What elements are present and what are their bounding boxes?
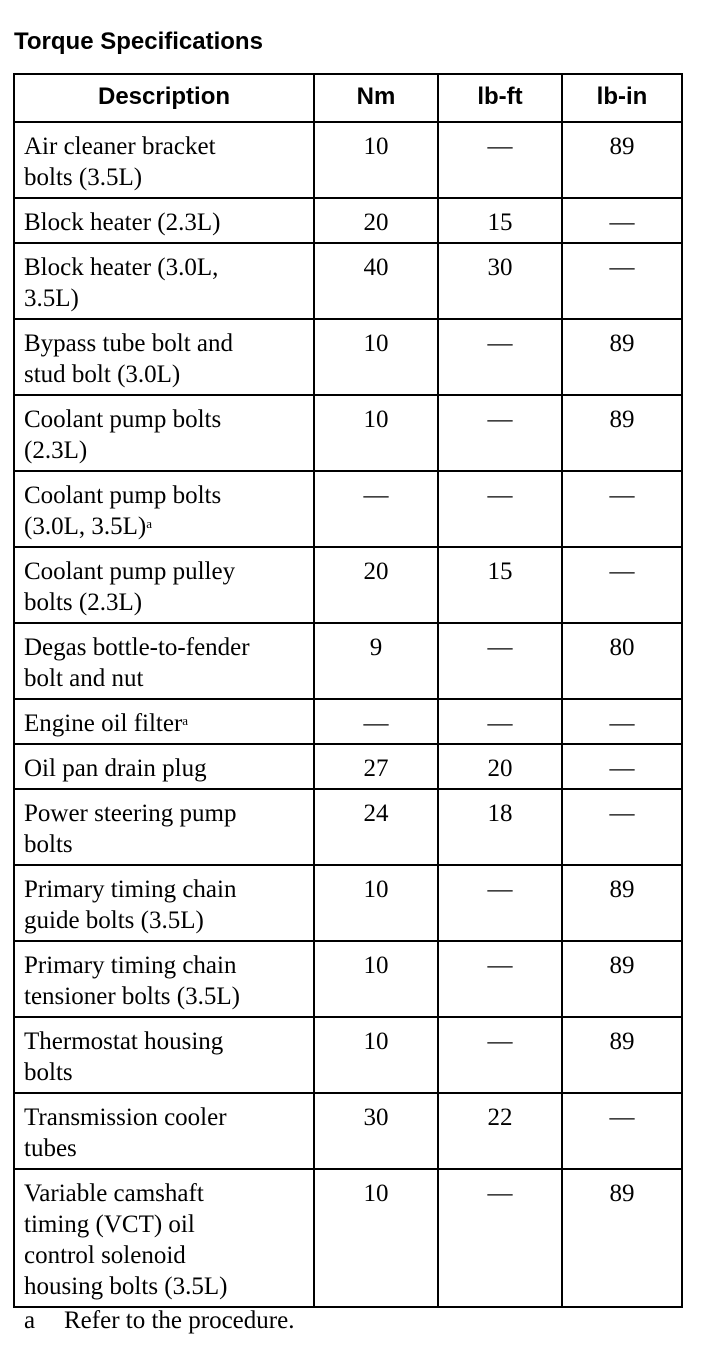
cell-nm: 10 — [314, 1169, 438, 1307]
description-line: Primary timing chain — [24, 876, 237, 903]
description-line: Oil pan drain plug — [24, 755, 207, 782]
cell-lb-in: — — [562, 198, 682, 243]
cell-nm: — — [314, 699, 438, 744]
cell-lb-in: — — [562, 243, 682, 319]
description-line: housing bolts (3.5L) — [24, 1273, 228, 1300]
cell-lb-in: — — [562, 789, 682, 865]
description-line: control solenoid — [24, 1242, 186, 1269]
torque-spec-table — [13, 73, 683, 1308]
cell-nm: 24 — [314, 789, 438, 865]
description-line: Primary timing chain — [24, 952, 237, 979]
cell-description — [14, 699, 314, 744]
table-row — [14, 1093, 682, 1169]
description-line: Air cleaner bracket — [24, 133, 216, 160]
cell-lb-ft: — — [438, 865, 562, 941]
cell-lb-ft: — — [438, 1017, 562, 1093]
header-description: Description — [14, 74, 314, 122]
cell-description — [14, 547, 314, 623]
cell-lb-in: — — [562, 547, 682, 623]
table-row — [14, 319, 682, 395]
cell-description — [14, 1093, 314, 1169]
table-row — [14, 789, 682, 865]
cell-description — [14, 941, 314, 1017]
table-header-row — [14, 74, 682, 122]
cell-description — [14, 865, 314, 941]
description-line: (3.0L, 3.5L) — [24, 513, 147, 540]
header-lb-in: lb-in — [562, 74, 682, 122]
cell-lb-ft: — — [438, 319, 562, 395]
description-line: tensioner bolts (3.5L) — [24, 983, 240, 1010]
cell-lb-in: 89 — [562, 941, 682, 1017]
cell-description — [14, 623, 314, 699]
page-title: Torque Specifications — [14, 28, 263, 55]
table-row — [14, 198, 682, 243]
cell-lb-ft: — — [438, 122, 562, 198]
cell-description — [14, 319, 314, 395]
cell-description — [14, 1017, 314, 1093]
cell-nm: 10 — [314, 941, 438, 1017]
cell-description — [14, 122, 314, 198]
cell-lb-in: 89 — [562, 395, 682, 471]
cell-description — [14, 471, 314, 547]
cell-lb-in: 89 — [562, 1169, 682, 1307]
description-line: Block heater (2.3L) — [24, 209, 221, 236]
cell-lb-ft: — — [438, 1169, 562, 1307]
table-row — [14, 699, 682, 744]
cell-lb-ft: — — [438, 623, 562, 699]
cell-nm: 10 — [314, 319, 438, 395]
description-line: Transmission cooler — [24, 1104, 227, 1131]
cell-nm: — — [314, 471, 438, 547]
description-line: bolts (2.3L) — [24, 589, 143, 616]
table-row — [14, 623, 682, 699]
cell-description — [14, 1169, 314, 1307]
description-line: Variable camshaft — [24, 1180, 204, 1207]
header-lb-ft: lb-ft — [438, 74, 562, 122]
cell-description — [14, 395, 314, 471]
cell-lb-ft: 15 — [438, 198, 562, 243]
description-line: Block heater (3.0L, — [24, 254, 219, 281]
cell-lb-in: — — [562, 744, 682, 789]
table-row — [14, 865, 682, 941]
table-row — [14, 1017, 682, 1093]
cell-nm: 10 — [314, 865, 438, 941]
cell-lb-in: — — [562, 471, 682, 547]
description-line: Engine oil filter — [24, 710, 183, 737]
cell-nm: 40 — [314, 243, 438, 319]
cell-description — [14, 198, 314, 243]
description-line: Thermostat housing — [24, 1028, 224, 1055]
description-line: bolts — [24, 831, 73, 858]
cell-lb-ft: 30 — [438, 243, 562, 319]
cell-lb-ft: — — [438, 941, 562, 1017]
cell-lb-ft: — — [438, 471, 562, 547]
cell-lb-ft: — — [438, 699, 562, 744]
description-line: Coolant pump bolts — [24, 406, 222, 433]
description-line: (2.3L) — [24, 437, 88, 464]
cell-lb-in: 89 — [562, 1017, 682, 1093]
table-row — [14, 547, 682, 623]
description-line: guide bolts (3.5L) — [24, 907, 204, 934]
cell-nm: 10 — [314, 1017, 438, 1093]
description-line: bolts (3.5L) — [24, 164, 143, 191]
description-line: Coolant pump pulley — [24, 558, 236, 585]
cell-lb-ft: 20 — [438, 744, 562, 789]
table-row — [14, 1169, 682, 1307]
table-row — [14, 941, 682, 1017]
description-line: 3.5L) — [24, 285, 79, 312]
cell-lb-ft: — — [438, 395, 562, 471]
cell-lb-ft: 22 — [438, 1093, 562, 1169]
description-line: bolts — [24, 1059, 73, 1086]
footnote-mark: a — [24, 1307, 36, 1334]
table-body — [14, 122, 682, 1307]
description-line: Degas bottle-to-fender — [24, 634, 250, 661]
cell-lb-in: 80 — [562, 623, 682, 699]
cell-description — [14, 744, 314, 789]
description-line: stud bolt (3.0L) — [24, 361, 181, 388]
cell-lb-in: — — [562, 1093, 682, 1169]
cell-nm: 10 — [314, 395, 438, 471]
cell-lb-ft: 18 — [438, 789, 562, 865]
table-row — [14, 122, 682, 198]
description-line: Power steering pump — [24, 800, 237, 827]
table-row — [14, 243, 682, 319]
table-row — [14, 395, 682, 471]
cell-nm: 20 — [314, 198, 438, 243]
cell-description — [14, 243, 314, 319]
description-line: Bypass tube bolt and — [24, 330, 234, 357]
cell-nm: 27 — [314, 744, 438, 789]
description-line: bolt and nut — [24, 665, 144, 692]
cell-nm: 10 — [314, 122, 438, 198]
table-row — [14, 744, 682, 789]
footnote — [24, 1304, 294, 1338]
description-line: tubes — [24, 1135, 77, 1162]
description-line: Coolant pump bolts — [24, 482, 222, 509]
cell-lb-in: 89 — [562, 865, 682, 941]
footnote-ref: a — [182, 713, 189, 728]
description-line: timing (VCT) oil — [24, 1211, 195, 1238]
table-row — [14, 471, 682, 547]
cell-nm: 30 — [314, 1093, 438, 1169]
cell-lb-in: 89 — [562, 319, 682, 395]
header-nm: Nm — [314, 74, 438, 122]
cell-lb-ft: 15 — [438, 547, 562, 623]
cell-description — [14, 789, 314, 865]
cell-lb-in: — — [562, 699, 682, 744]
footnote-text: Refer to the procedure. — [64, 1307, 295, 1334]
footnote-ref: a — [146, 516, 152, 531]
cell-nm: 9 — [314, 623, 438, 699]
cell-nm: 20 — [314, 547, 438, 623]
cell-lb-in: 89 — [562, 122, 682, 198]
